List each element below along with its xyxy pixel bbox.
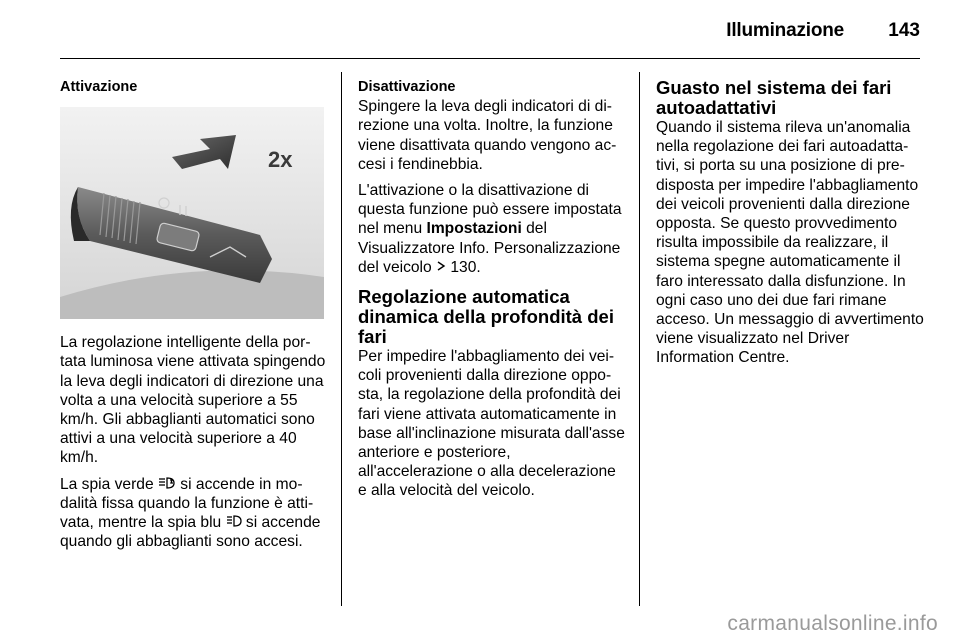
figure-label: 2x [268, 147, 293, 173]
column-divider [341, 72, 342, 606]
page-header [60, 0, 920, 59]
paragraph-settings: L'attivazione o la disattivazione di questa funzione può essere impostata nel menu Impostazioni del Visualizzatore Info. Personalizzazione del veicolo 130. [358, 182, 622, 276]
lever-illustration [60, 107, 324, 319]
settings-menu-label: Impostazioni [426, 220, 522, 238]
column-left [60, 78, 328, 558]
heading-adaptive-fault: Guasto nel sistema dei fari autoadattativi [656, 77, 892, 118]
high-beam-icon [226, 513, 242, 532]
heading-dynamic-leveling: Regolazione automatica dinamica della profondità dei fari [358, 286, 614, 348]
turn-signal-lever-figure [60, 107, 324, 319]
page-reference-icon[interactable] [436, 258, 446, 277]
paragraph-indicator-lamps: La spia verde si accende in modalità fissa quando la funzione è attivata, mentre la spia blu si accende quando gli abbaglianti sono accesi. [60, 475, 321, 551]
footer-watermark: carmanualsonline.info [727, 612, 938, 635]
subheading-deactivation: Disattivazione [358, 79, 456, 95]
paragraph-activation: La regolazione intelligente della portata luminosa viene attivata spingendo la leva degli indicatori di direzione una volta a una velocità superiore a 55 km/h. Gli abbaglianti automatici sono attivi a una velocità superiore a 40 km/h. [60, 334, 326, 467]
paragraph-deactivation: Spingere la leva degli indicatori di direzione una volta. Inoltre, la funzione viene disattivata quando vengono accesi i fendinebbia. [358, 98, 617, 173]
auto-high-beam-icon [158, 475, 176, 494]
paragraph-dynamic-leveling: Per impedire l'abbagliamento dei veicoli provenienti dalla direzione opposta, la regolazione della profondità dei fari viene attivata automaticamente in base all'inclinazione misurata dall'asse anteriore e posteriore, all'accelerazione o alla decelerazione e alla velocità del veicolo. [358, 348, 625, 500]
page-number: 143 [888, 20, 920, 41]
page-reference-link[interactable]: 130. [446, 258, 481, 276]
paragraph-adaptive-fault: Quando il sistema rileva un'anomalia nella regolazione dei fari autoadattativi, si porta su una posizione di predisposta per impedire l'abbagliamento dei veicoli provenienti dalla direzione opposta. Se questo provvedimento risulta impossibile da realizzare, il sistema spegne automaticamente il faro interessato dalla disfunzione. In ogni caso uno dei due fari rimane acceso. Un messaggio di avvertimento viene visualizzato nel Driver Information Centre. [656, 119, 924, 367]
page-title: Illuminazione [726, 20, 844, 41]
subheading-activation: Attivazione [60, 79, 138, 95]
column-divider [639, 72, 640, 606]
column-middle [358, 78, 626, 508]
column-right [656, 78, 924, 375]
